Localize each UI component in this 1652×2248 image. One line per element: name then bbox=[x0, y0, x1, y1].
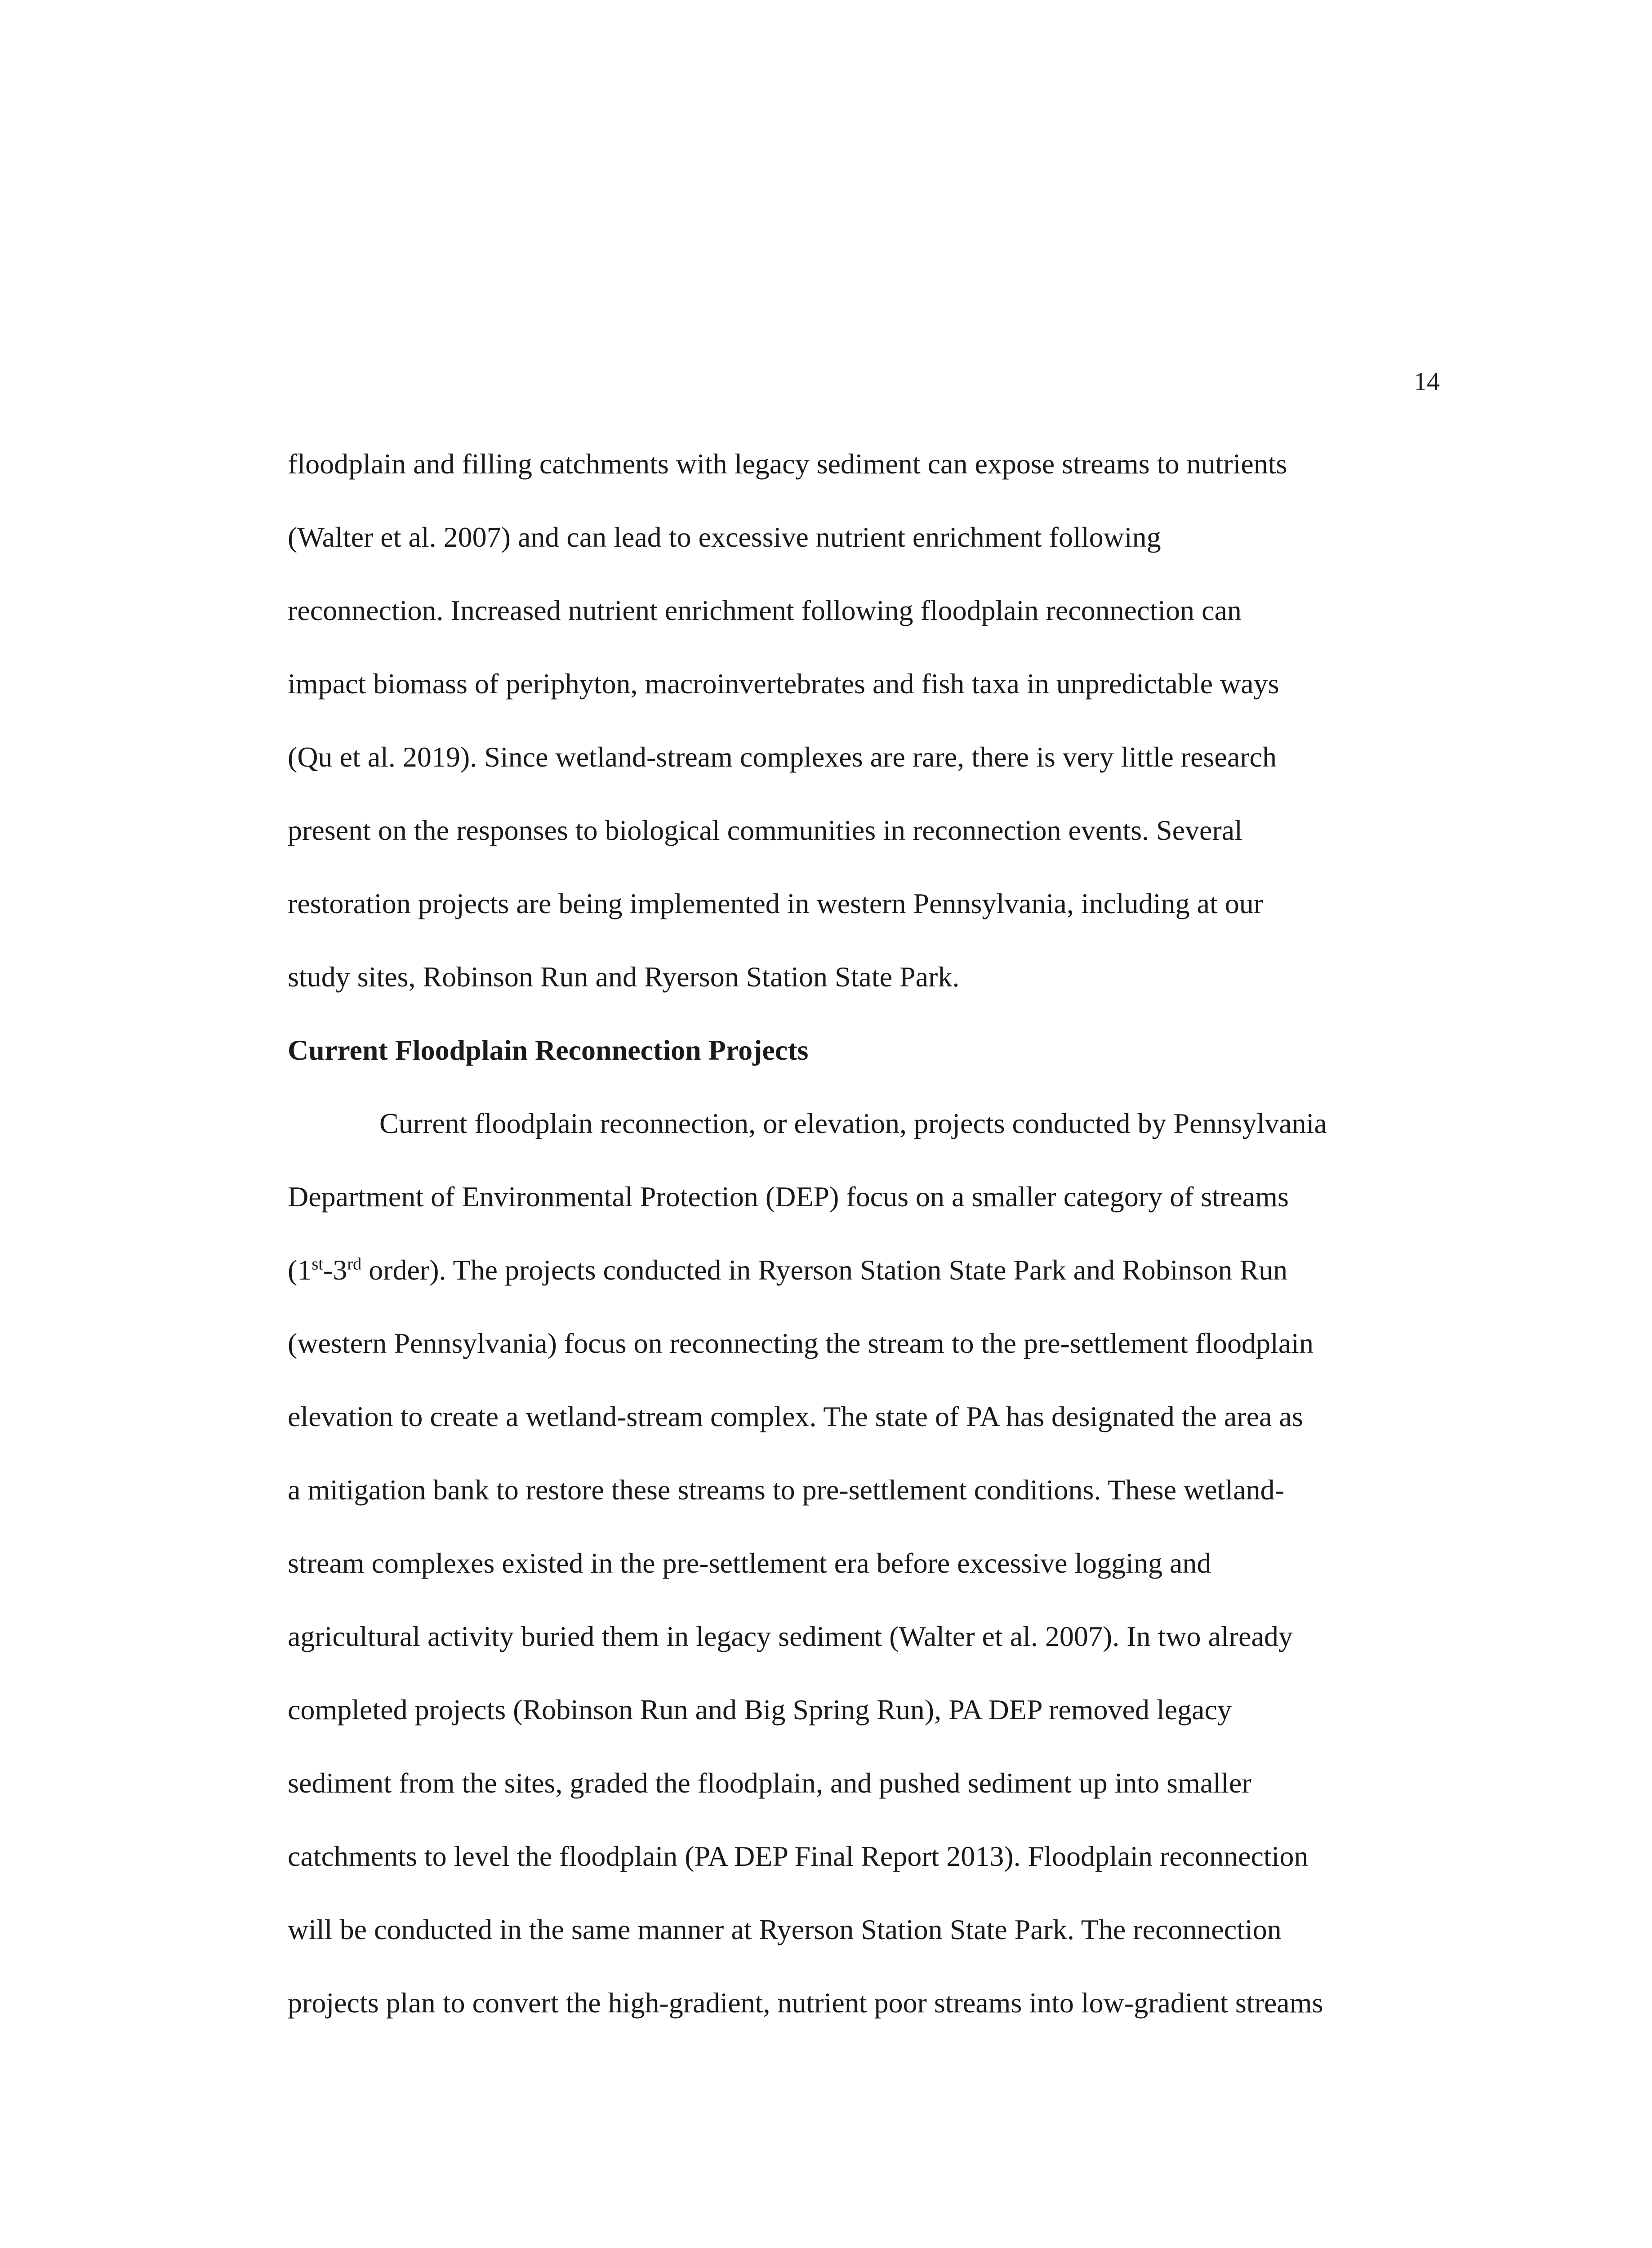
text-line: Department of Environmental Protection (DEP) focus on a smaller category of streams bbox=[288, 1181, 1289, 1213]
text-line: study sites, Robinson Run and Ryerson Station State Park. bbox=[288, 961, 960, 993]
text-line: projects plan to convert the high-gradient, nutrient poor streams into low-gradient streams bbox=[288, 1987, 1323, 2019]
body-text bbox=[288, 427, 1443, 2039]
text-line: catchments to level the floodplain (PA DEP Final Report 2013). Floodplain reconnection bbox=[288, 1840, 1309, 1872]
section-heading: Current Floodplain Reconnection Projects bbox=[288, 1034, 809, 1066]
text-line: reconnection. Increased nutrient enrichment following floodplain reconnection can bbox=[288, 594, 1242, 626]
text-line: sediment from the sites, graded the floodplain, and pushed sediment up into smaller bbox=[288, 1767, 1251, 1799]
page-number: 14 bbox=[1414, 367, 1440, 396]
text-line: stream complexes existed in the pre-settlement era before excessive logging and bbox=[288, 1547, 1211, 1579]
text-line: will be conducted in the same manner at Ryerson Station State Park. The reconnection bbox=[288, 1913, 1282, 1945]
text-line: (Walter et al. 2007) and can lead to excessive nutrient enrichment following bbox=[288, 521, 1161, 553]
superscript-st: st bbox=[312, 1254, 323, 1274]
paragraph-projects bbox=[288, 1087, 1443, 2039]
text-line: impact biomass of periphyton, macroinvertebrates and fish taxa in unpredictable ways bbox=[288, 668, 1279, 700]
text-line: completed projects (Robinson Run and Big Spring Run), PA DEP removed legacy bbox=[288, 1694, 1232, 1726]
text-line: elevation to create a wetland-stream complex. The state of PA has designated the area as bbox=[288, 1401, 1303, 1432]
order-dash: -3 bbox=[323, 1254, 347, 1286]
text-line: (Qu et al. 2019). Since wetland-stream complexes are rare, there is very little research bbox=[288, 741, 1277, 773]
order-open: (1 bbox=[288, 1254, 312, 1286]
order-rest: order). The projects conducted in Ryerson Station State Park and Robinson Run bbox=[361, 1254, 1288, 1286]
text-line: present on the responses to biological communities in reconnection events. Several bbox=[288, 814, 1242, 846]
paragraph-intro bbox=[288, 427, 1443, 1013]
text-line: agricultural activity buried them in legacy sediment (Walter et al. 2007). In two already bbox=[288, 1620, 1293, 1652]
text-line: a mitigation bank to restore these streams to pre-settlement conditions. These wetland- bbox=[288, 1474, 1284, 1506]
text-line-stream-order bbox=[288, 1233, 1443, 1307]
superscript-rd: rd bbox=[347, 1254, 362, 1274]
text-line: (western Pennsylvania) focus on reconnecting the stream to the pre-settlement floodplain bbox=[288, 1327, 1314, 1359]
text-line: restoration projects are being implemented in western Pennsylvania, including at our bbox=[288, 888, 1264, 919]
text-line: Current floodplain reconnection, or elevation, projects conducted by Pennsylvania bbox=[379, 1107, 1327, 1139]
text-line: floodplain and filling catchments with legacy sediment can expose streams to nutrients bbox=[288, 448, 1287, 480]
